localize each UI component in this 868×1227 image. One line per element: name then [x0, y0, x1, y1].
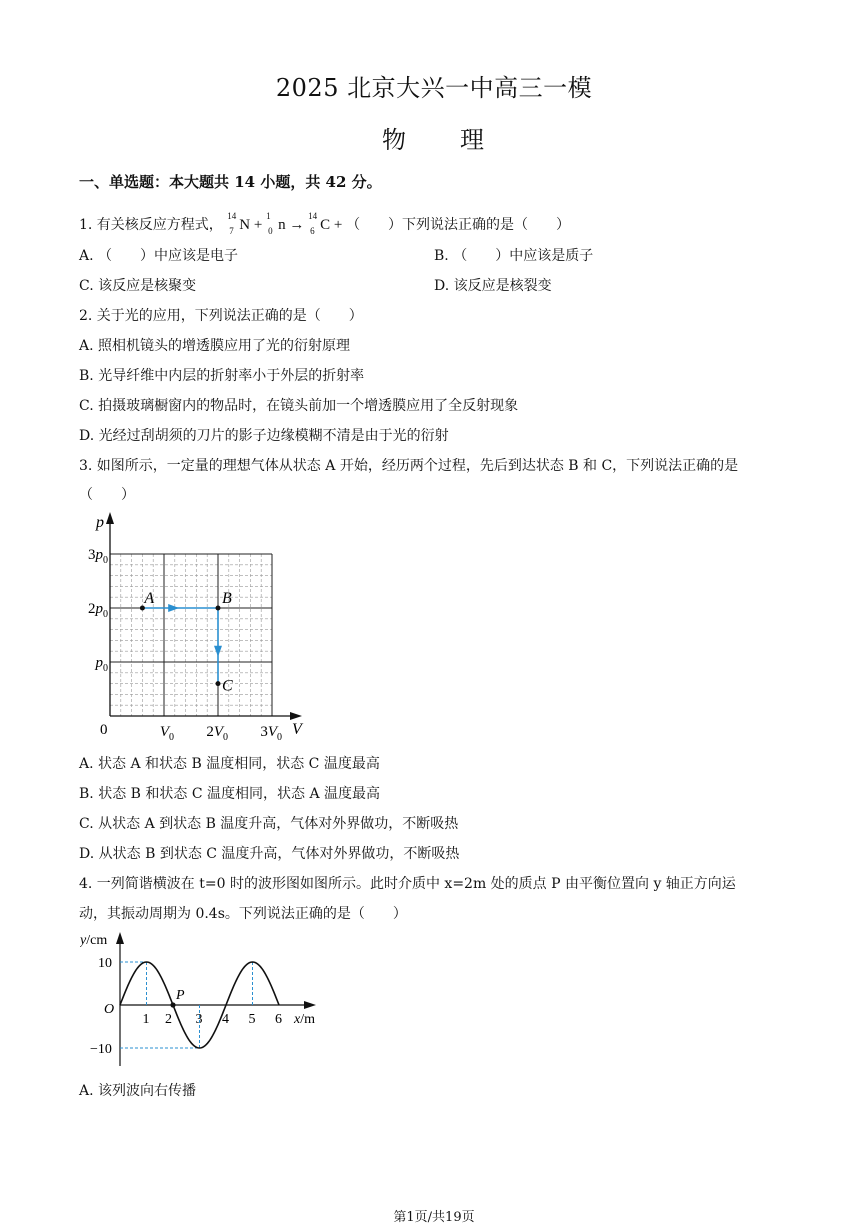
q1-option-c: C. 该反应是核聚变 — [79, 278, 197, 294]
y-axis-arrow — [116, 932, 124, 944]
p-axis-arrow — [106, 512, 114, 524]
v-tick-label: $V_0$ — [159, 724, 174, 743]
q2-option-d: D. 光经过刮胡须的刀片的影子边缘模糊不清是由于光的衍射 — [79, 428, 449, 444]
question-4-stem: 4. 一列简谐横波在 t=0 时的波形图如图所示。此时介质中 x=2m 处的质点 P 由平衡位置向 y 轴正方向运 — [79, 876, 736, 892]
x-tick-label: 2 — [165, 1012, 172, 1027]
pv-major-grid — [110, 554, 272, 716]
y-axis-label: y/cm — [80, 933, 108, 948]
p-tick-label: $2p_0$ — [88, 601, 108, 620]
question-3-stem: 3. 如图所示，一定量的理想气体从状态 A 开始，经历两个过程，先后到达状态 B 和 C，下列说法正确的是 — [79, 458, 739, 474]
y-tick-label: −10 — [90, 1042, 112, 1057]
q1-stem-suffix: （ ）下列说法正确的是（ ） — [346, 217, 571, 233]
q2-option-a: A. 照相机镜头的增透膜应用了光的衍射原理 — [79, 338, 351, 354]
q3-option-a: A. 状态 A 和状态 B 温度相同，状态 C 温度最高 — [79, 756, 380, 772]
pv-process-path — [140, 590, 233, 695]
x-tick-label: 1 — [142, 1012, 150, 1027]
state-label-a: A — [144, 590, 155, 607]
question-3-stem-cont: （ ） — [79, 487, 135, 503]
state-point-c — [216, 681, 221, 686]
x-tick-label: 3 — [195, 1012, 203, 1027]
v-axis-arrow — [290, 712, 302, 720]
pv-axes — [106, 512, 302, 720]
v-axis-label: V — [292, 721, 302, 738]
state-point-b — [216, 606, 221, 611]
pv-minor-grid — [110, 554, 272, 716]
x-tick-label: 6 — [275, 1012, 282, 1027]
page-footer: 第1页/共19页 — [393, 1210, 475, 1225]
q3-option-b: B. 状态 B 和状态 C 温度相同，状态 A 温度最高 — [79, 786, 380, 802]
state-label-c: C — [222, 677, 233, 695]
nuclear-equation: 14 7 N + 1 0 n → 14 6 C + — [227, 211, 343, 236]
wave-graph — [80, 926, 330, 1066]
question-1-stem — [79, 211, 571, 236]
q1-option-b: B. （ ）中应该是质子 — [434, 248, 594, 264]
question-2-stem: 2. 关于光的应用，下列说法正确的是（ ） — [79, 308, 363, 324]
x-axis-arrow — [304, 1001, 316, 1009]
q1-option-a: A. （ ）中应该是电子 — [79, 248, 239, 264]
v-tick-label: $2V_0$ — [206, 724, 228, 743]
q3-option-c: C. 从状态 A 到状态 B 温度升高，气体对外界做功，不断吸热 — [79, 816, 459, 832]
origin-label: 0 — [100, 722, 108, 738]
x-tick-label: 5 — [248, 1012, 256, 1027]
page-title: 2025 北京大兴一中高三一模 — [275, 74, 593, 102]
q1-stem-prefix: 1. 有关核反应方程式， — [79, 217, 223, 233]
point-p-dot — [170, 1002, 175, 1007]
v-tick-label: $3V_0$ — [260, 724, 282, 743]
q1-option-d: D. 该反应是核裂变 — [434, 278, 552, 294]
p-tick-label: $p_0$ — [95, 655, 108, 674]
q2-option-c: C. 拍摄玻璃橱窗内的物品时，在镜头前加一个增透膜应用了全反射现象 — [79, 398, 519, 414]
arrow-a-to-b — [168, 604, 179, 612]
p-tick-label: $3p_0$ — [88, 547, 108, 566]
x-tick-label: 4 — [222, 1012, 229, 1027]
p-axis-label: p — [96, 514, 104, 531]
x-axis-label: x/m — [294, 1012, 315, 1027]
subject-title: 物 理 — [382, 126, 486, 154]
section-heading: 一、单选题：本大题共 14 小题，共 42 分。 — [79, 173, 382, 191]
q4-option-a: A. 该列波向右传播 — [79, 1083, 197, 1099]
question-4-stem-cont: 动，其振动周期为 0.4s。下列说法正确的是（ ） — [79, 906, 407, 922]
state-label-b: B — [222, 590, 232, 607]
pv-graph — [80, 508, 320, 744]
q2-option-b: B. 光导纤维中内层的折射率小于外层的折射率 — [79, 368, 365, 384]
q3-option-d: D. 从状态 B 到状态 C 温度升高，气体对外界做功，不断吸热 — [79, 846, 460, 862]
y-tick-label: 10 — [98, 956, 112, 971]
origin-label: O — [104, 1002, 115, 1017]
wave-labels — [80, 933, 315, 1057]
point-p-label: P — [176, 988, 185, 1003]
